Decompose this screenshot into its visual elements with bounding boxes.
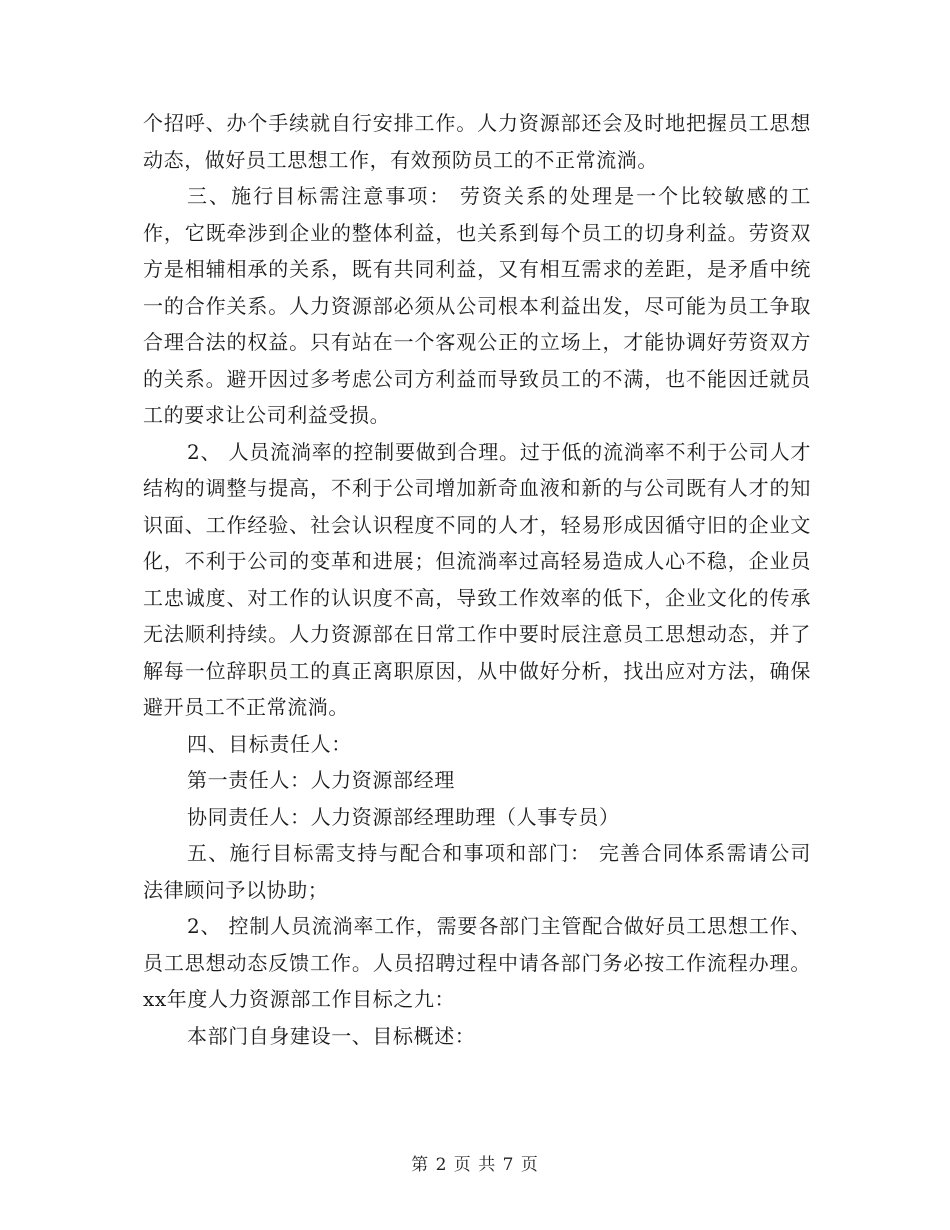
paragraph-1: 个招呼、办个手续就自行安排工作。人力资源部还会及时地把握员工思想动态，做好员工思想工作，有效预防员工的不正常流淌。 bbox=[143, 111, 811, 172]
paragraph-9: 本部门自身建设一、目标概述： bbox=[187, 1023, 476, 1048]
paragraph-5: 第一责任人：人力资源部经理 bbox=[187, 768, 455, 792]
paragraph-4: 四、目标责任人： bbox=[187, 731, 352, 756]
paragraph-8: 2、 控制人员流淌率工作，需要各部门主管配合做好员工思想工作、员工思想动态反馈工作。人员招聘过程中请各部门务必按工作流程办理。xx年度人力资源部工作目标之九： bbox=[143, 914, 811, 1011]
paragraph-6: 协同责任人：人力资源部经理助理（人事专员） bbox=[187, 804, 620, 829]
page-footer: 第 2 页 共 7 页 bbox=[411, 1155, 539, 1175]
paragraph-2: 三、施行目标需注意事项： 劳资关系的处理是一个比较敏感的工作，它既牵涉到企业的整体利益，也关系到每个员工的切身利益。劳资双方是相辅相承的关系，既有共同利益，又有相互需求的差距，是矛盾中统一的合作关系。人力资源部必须从公司根本利益出发，尽可能为员工争取合理合法的权益。只有站在一个客观公正的立场上，才能协调好劳资双方的关系。避开因过多考虑公司方利益而导致员工的不满，也不能因迁就员工的要求让公司利益受损。 bbox=[143, 184, 811, 427]
paragraph-7: 五、施行目标需支持与配合和事项和部门： 完善合同体系需请公司法律顾问予以协助； bbox=[143, 841, 811, 902]
document-body bbox=[143, 105, 811, 1054]
paragraph-3: 2、 人员流淌率的控制要做到合理。过于低的流淌率不利于公司人才结构的调整与提高，不利于公司增加新奇血液和新的与公司既有人才的知识面、工作经验、社会认识程度不同的人才，轻易形成因循守旧的企业文化，不利于公司的变革和进展；但流淌率过高轻易造成人心不稳，企业员工忠诚度、对工作的认识度不高，导致工作效率的低下，企业文化的传承无法顺利持续。人力资源部在日常工作中要时辰注意员工思想动态，并了解每一位辞职员工的真正离职原因，从中做好分析，找出应对方法，确保避开员工不正常流淌。 bbox=[143, 439, 811, 719]
